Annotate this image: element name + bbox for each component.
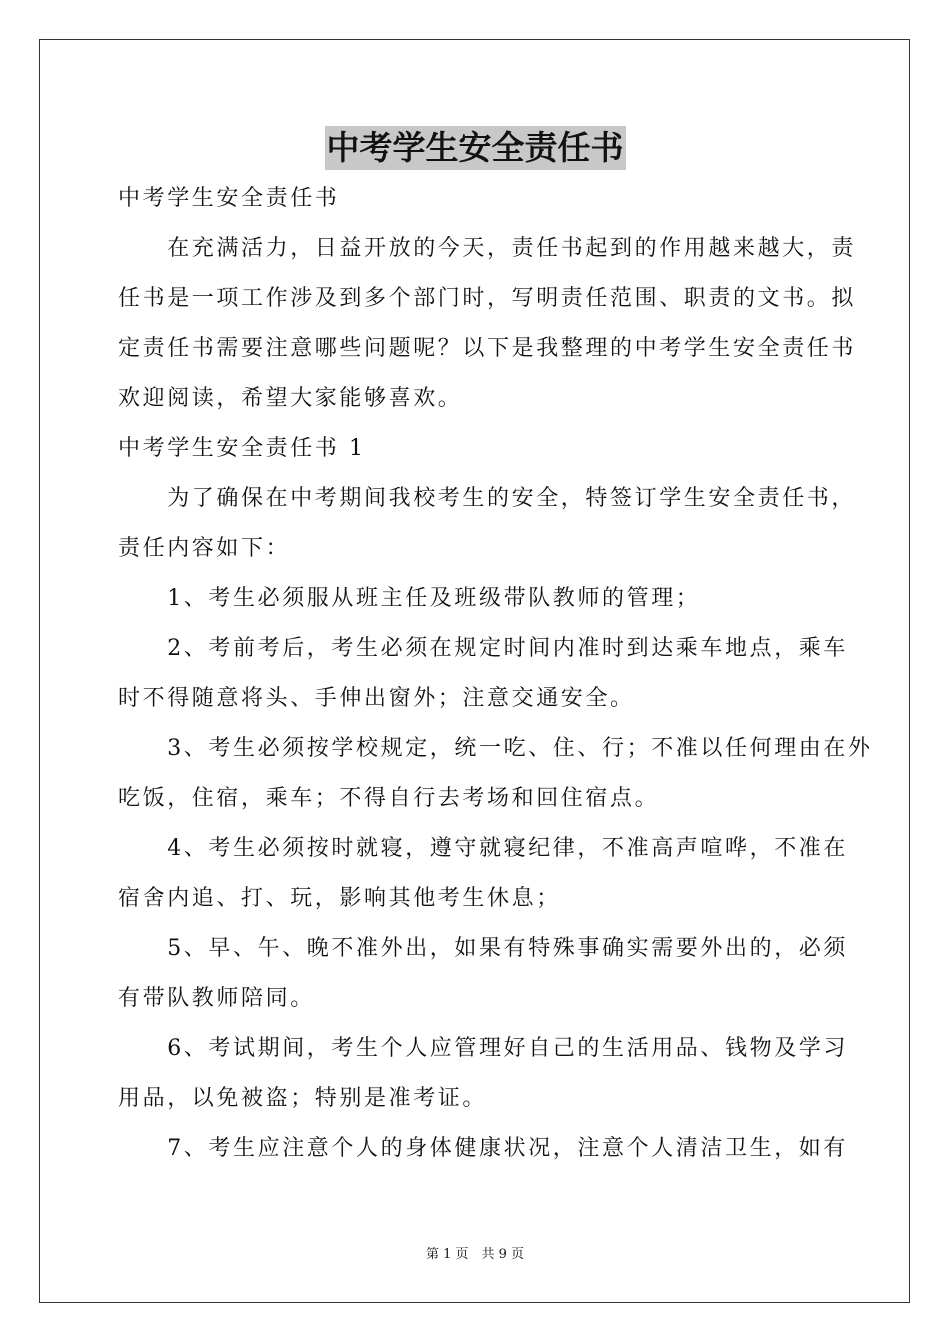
list-item: 6、考试期间，考生个人应管理好自己的生活用品、钱物及学习 bbox=[118, 1036, 848, 1061]
list-item: 5、早、午、晚不准外出，如果有特殊事确实需要外出的，必须 bbox=[118, 936, 848, 961]
section-heading: 中考学生安全责任书 1 bbox=[118, 436, 366, 461]
body-line: 责任内容如下： bbox=[118, 536, 291, 561]
list-item: 2、考前考后，考生必须在规定时间内准时到达乘车地点，乘车 bbox=[118, 636, 848, 661]
body-line: 定责任书需要注意哪些问题呢？以下是我整理的中考学生安全责任书 bbox=[118, 336, 857, 361]
list-item-continuation: 时不得随意将头、手伸出窗外；注意交通安全。 bbox=[118, 686, 635, 711]
list-item: 3、考生必须按学校规定，统一吃、住、行；不准以任何理由在外 bbox=[118, 736, 873, 761]
list-item-continuation: 吃饭，住宿，乘车；不得自行去考场和回住宿点。 bbox=[118, 786, 660, 811]
page-number: 第 1 页 共 9 页 bbox=[425, 1247, 525, 1262]
list-item-continuation: 用品，以免被盗；特别是准考证。 bbox=[118, 1086, 488, 1111]
subtitle-line: 中考学生安全责任书 bbox=[118, 186, 340, 211]
list-item: 1、考生必须服从班主任及班级带队教师的管理； bbox=[118, 586, 701, 611]
list-item: 4、考生必须按时就寝，遵守就寝纪律，不准高声喧哗，不准在 bbox=[118, 836, 848, 861]
list-item-continuation: 有带队教师陪同。 bbox=[118, 986, 315, 1011]
title-container bbox=[0, 126, 950, 170]
body-line: 欢迎阅读，希望大家能够喜欢。 bbox=[118, 386, 463, 411]
list-item: 7、考生应注意个人的身体健康状况，注意个人清洁卫生，如有 bbox=[118, 1136, 848, 1161]
body-line: 在充满活力，日益开放的今天，责任书起到的作用越来越大，责 bbox=[118, 236, 857, 261]
body-line: 任书是一项工作涉及到多个部门时，写明责任范围、职责的文书。拟 bbox=[118, 286, 857, 311]
document-title: 中考学生安全责任书 bbox=[325, 126, 626, 170]
body-line: 为了确保在中考期间我校考生的安全，特签订学生安全责任书， bbox=[118, 486, 857, 511]
list-item-continuation: 宿舍内追、打、玩，影响其他考生休息； bbox=[118, 886, 561, 911]
